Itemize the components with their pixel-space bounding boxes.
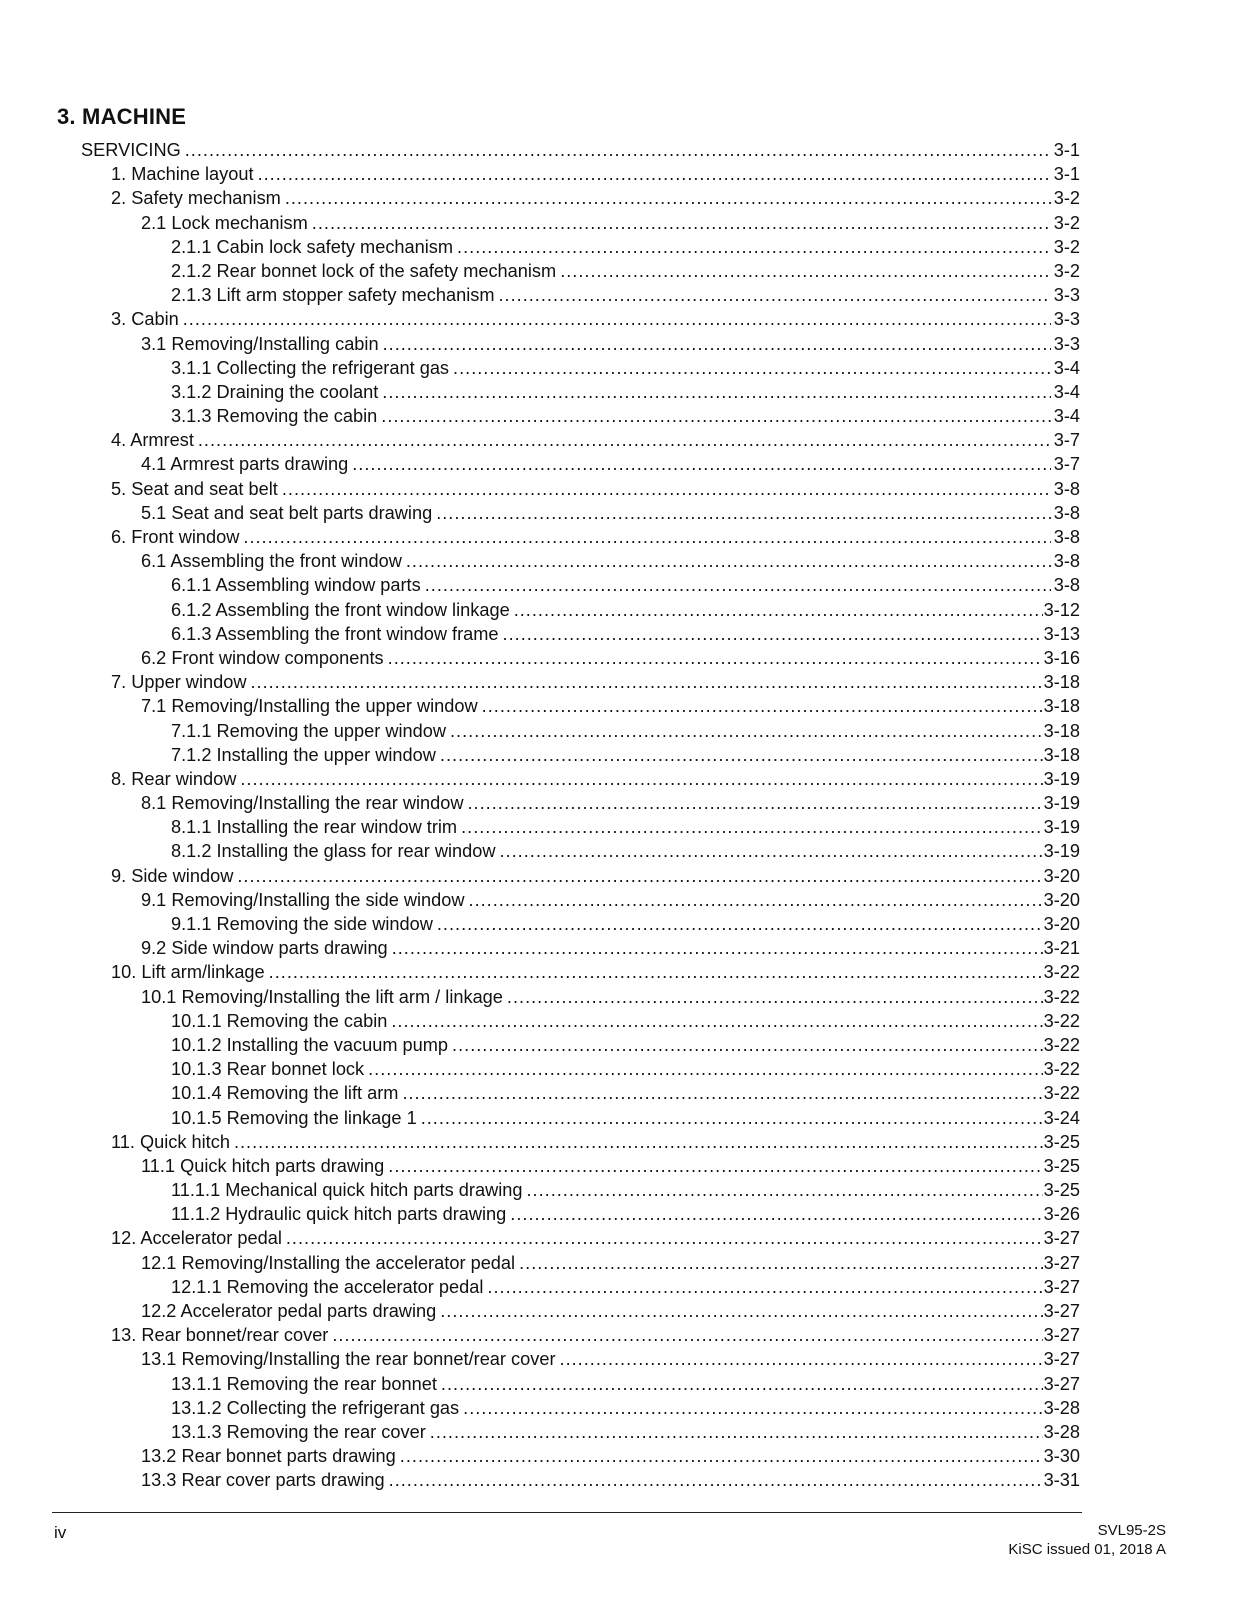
toc-dot-leader xyxy=(237,864,1042,888)
toc-entry[interactable] xyxy=(0,186,1080,210)
toc-dot-leader xyxy=(519,1251,1043,1275)
toc-entry-page: 3-8 xyxy=(1053,478,1080,499)
toc-entry[interactable] xyxy=(0,573,1080,597)
toc-dot-leader xyxy=(440,1299,1042,1323)
toc-entry-page: 3-19 xyxy=(1043,793,1080,814)
toc-entry-page: 3-3 xyxy=(1053,333,1080,354)
toc-entry[interactable] xyxy=(0,936,1080,960)
toc-dot-leader xyxy=(560,1347,1043,1371)
toc-dot-leader xyxy=(383,332,1051,356)
toc-entry-label: 6.1.1 Assembling window parts xyxy=(171,575,421,596)
toc-entry[interactable] xyxy=(0,501,1080,525)
toc-entry-label: 3.1.2 Draining the coolant xyxy=(171,381,379,402)
toc-entry[interactable] xyxy=(0,815,1080,839)
toc-dot-leader xyxy=(382,380,1051,404)
toc-entry-page: 3-22 xyxy=(1043,1059,1080,1080)
toc-entry-label: SERVICING xyxy=(81,140,181,160)
toc-entry-page: 3-28 xyxy=(1043,1421,1080,1442)
toc-dot-leader xyxy=(468,791,1043,815)
toc-entry-label: 5. Seat and seat belt xyxy=(111,478,278,499)
toc-entry-page: 3-8 xyxy=(1053,551,1080,572)
toc-dot-leader xyxy=(285,186,1051,210)
toc-entry-label: 8.1.1 Installing the rear window trim xyxy=(171,817,458,838)
toc-entry-page: 3-22 xyxy=(1043,962,1080,983)
toc-entry[interactable] xyxy=(0,767,1080,791)
toc-entry[interactable] xyxy=(0,888,1080,912)
toc-entry-page: 3-12 xyxy=(1043,599,1080,620)
toc-entry-page: 3-27 xyxy=(1043,1349,1080,1370)
toc-entry[interactable] xyxy=(0,1396,1080,1420)
table-of-contents xyxy=(0,138,1080,1493)
toc-entry-page: 3-27 xyxy=(1043,1373,1080,1394)
toc-dot-leader xyxy=(453,356,1051,380)
toc-dot-leader xyxy=(430,1420,1043,1444)
toc-entry[interactable] xyxy=(0,1081,1080,1105)
toc-dot-leader xyxy=(402,1081,1042,1105)
toc-dot-leader xyxy=(500,839,1043,863)
toc-entry-page: 3-18 xyxy=(1043,744,1080,765)
toc-entry[interactable] xyxy=(0,985,1080,1009)
toc-entry-label: 10. Lift arm/linkage xyxy=(111,962,265,983)
toc-entry[interactable] xyxy=(0,694,1080,718)
toc-entry-label: 13. Rear bonnet/rear cover xyxy=(111,1325,329,1346)
toc-entry-label: 2.1.2 Rear bonnet lock of the safety mechanism xyxy=(171,260,557,281)
toc-entry-label: 8.1.2 Installing the glass for rear window xyxy=(171,841,496,862)
toc-entry-page: 3-18 xyxy=(1043,672,1080,693)
toc-entry-label: 6. Front window xyxy=(111,527,240,547)
toc-entry-page: 3-1 xyxy=(1053,164,1080,185)
toc-dot-leader xyxy=(514,598,1043,622)
toc-dot-leader xyxy=(352,452,1051,476)
toc-entry-label: 11.1 Quick hitch parts drawing xyxy=(141,1155,385,1176)
toc-entry[interactable] xyxy=(0,1057,1080,1081)
toc-entry-page: 3-1 xyxy=(1053,140,1080,160)
toc-entry-page: 3-7 xyxy=(1053,454,1080,475)
toc-entry[interactable] xyxy=(0,1468,1080,1492)
toc-dot-leader xyxy=(425,573,1051,597)
toc-entry-page: 3-26 xyxy=(1043,1204,1080,1225)
toc-entry-label: 9.1 Removing/Installing the side window xyxy=(141,889,465,910)
toc-dot-leader xyxy=(406,549,1051,573)
toc-entry-page: 3-3 xyxy=(1053,285,1080,306)
toc-entry-page: 3-18 xyxy=(1043,720,1080,741)
toc-entry[interactable] xyxy=(0,1444,1080,1468)
toc-entry-label: 10.1.3 Rear bonnet lock xyxy=(171,1059,365,1080)
toc-entry[interactable] xyxy=(0,719,1080,743)
toc-entry-label: 3.1 Removing/Installing cabin xyxy=(141,333,379,354)
toc-entry-page: 3-25 xyxy=(1043,1131,1080,1152)
toc-entry[interactable] xyxy=(0,404,1080,428)
toc-dot-leader xyxy=(440,743,1043,767)
toc-dot-leader xyxy=(185,138,1051,162)
toc-dot-leader xyxy=(437,912,1043,936)
toc-entry[interactable] xyxy=(0,1106,1080,1130)
toc-entry-page: 3-19 xyxy=(1043,768,1080,789)
footer-divider xyxy=(52,1512,1082,1513)
toc-entry[interactable] xyxy=(0,912,1080,936)
toc-entry-label: 10.1.4 Removing the lift arm xyxy=(171,1083,399,1104)
toc-entry[interactable] xyxy=(0,477,1080,501)
toc-dot-leader xyxy=(388,1154,1042,1178)
footer-document-info xyxy=(1008,1521,1166,1559)
toc-entry[interactable] xyxy=(0,380,1080,404)
toc-entry-page: 3-22 xyxy=(1043,1034,1080,1055)
toc-entry-page: 3-28 xyxy=(1043,1397,1080,1418)
toc-dot-leader xyxy=(368,1057,1042,1081)
toc-entry-label: 13.1 Removing/Installing the rear bonnet/rear cover xyxy=(141,1349,556,1370)
toc-entry-label: 12.1 Removing/Installing the accelerator pedal xyxy=(141,1252,516,1273)
toc-entry-page: 3-4 xyxy=(1053,406,1080,427)
toc-entry-page: 3-27 xyxy=(1043,1252,1080,1273)
toc-dot-leader xyxy=(450,719,1043,743)
toc-entry[interactable] xyxy=(0,162,1080,186)
toc-entry[interactable] xyxy=(0,138,1080,162)
footer-issue: KiSC issued 01, 2018 A xyxy=(1008,1541,1166,1558)
toc-dot-leader xyxy=(560,259,1051,283)
toc-entry[interactable] xyxy=(0,549,1080,573)
toc-entry[interactable] xyxy=(0,1178,1080,1202)
toc-entry[interactable] xyxy=(0,1130,1080,1154)
toc-entry-label: 2.1.1 Cabin lock safety mechanism xyxy=(171,236,454,257)
toc-entry-label: 4. Armrest xyxy=(111,430,194,451)
toc-entry[interactable] xyxy=(0,259,1080,283)
toc-dot-leader xyxy=(526,1178,1042,1202)
toc-entry[interactable] xyxy=(0,1154,1080,1178)
toc-dot-leader xyxy=(510,1202,1042,1226)
toc-entry-label: 2. Safety mechanism xyxy=(111,188,281,209)
toc-entry-label: 12.2 Accelerator pedal parts drawing xyxy=(141,1301,437,1321)
toc-entry-label: 3. Cabin xyxy=(111,309,179,330)
toc-entry-page: 3-24 xyxy=(1043,1107,1080,1128)
toc-dot-leader xyxy=(503,622,1043,646)
toc-entry-label: 9.1.1 Removing the side window xyxy=(171,914,433,934)
toc-dot-leader xyxy=(269,960,1043,984)
toc-entry-label: 9. Side window xyxy=(111,865,234,886)
toc-dot-leader xyxy=(243,525,1051,549)
toc-dot-leader xyxy=(282,477,1051,501)
toc-dot-leader xyxy=(391,1009,1042,1033)
toc-dot-leader xyxy=(183,307,1051,331)
toc-entry-page: 3-20 xyxy=(1043,914,1080,934)
toc-entry-label: 10.1.2 Installing the vacuum pump xyxy=(171,1034,449,1055)
toc-dot-leader xyxy=(234,1130,1043,1154)
toc-dot-leader xyxy=(452,1033,1043,1057)
toc-dot-leader xyxy=(461,815,1043,839)
toc-entry-page: 3-27 xyxy=(1043,1325,1080,1346)
toc-dot-leader xyxy=(507,985,1043,1009)
toc-entry-label: 7.1.2 Installing the upper window xyxy=(171,744,436,765)
toc-entry-page: 3-13 xyxy=(1043,623,1080,644)
toc-entry-label: 5.1 Seat and seat belt parts drawing xyxy=(141,502,433,523)
toc-entry[interactable] xyxy=(0,839,1080,863)
toc-entry[interactable] xyxy=(0,791,1080,815)
toc-entry-page: 3-20 xyxy=(1043,865,1080,886)
toc-entry-page: 3-2 xyxy=(1053,188,1080,209)
toc-entry-label: 13.1.3 Removing the rear cover xyxy=(171,1421,426,1442)
toc-entry[interactable] xyxy=(0,1009,1080,1033)
toc-entry-label: 6.1.2 Assembling the front window linkage xyxy=(171,599,510,620)
toc-dot-leader xyxy=(312,211,1051,235)
toc-dot-leader xyxy=(441,1372,1043,1396)
toc-entry-page: 3-22 xyxy=(1043,1083,1080,1104)
toc-entry-label: 4.1 Armrest parts drawing xyxy=(141,454,349,475)
toc-entry-page: 3-22 xyxy=(1043,986,1080,1007)
toc-entry-page: 3-27 xyxy=(1043,1276,1080,1297)
toc-entry-label: 3.1.3 Removing the cabin xyxy=(171,406,378,427)
toc-entry-page: 3-27 xyxy=(1043,1301,1080,1321)
toc-entry-label: 10.1 Removing/Installing the lift arm / linkage xyxy=(141,986,503,1007)
toc-entry[interactable] xyxy=(0,1275,1080,1299)
toc-dot-leader xyxy=(436,501,1051,525)
toc-entry-label: 10.1.1 Removing the cabin xyxy=(171,1010,388,1031)
toc-entry-label: 3.1.1 Collecting the refrigerant gas xyxy=(171,357,450,378)
toc-entry[interactable] xyxy=(0,1299,1080,1323)
toc-entry-page: 3-22 xyxy=(1043,1010,1080,1031)
toc-dot-leader xyxy=(482,694,1043,718)
toc-entry-label: 8. Rear window xyxy=(111,768,237,789)
toc-entry-page: 3-16 xyxy=(1043,647,1080,668)
toc-entry-label: 11.1.2 Hydraulic quick hitch parts drawing xyxy=(171,1204,507,1225)
toc-dot-leader xyxy=(392,936,1043,960)
toc-entry-label: 13.1.1 Removing the rear bonnet xyxy=(171,1373,437,1394)
toc-entry-page: 3-2 xyxy=(1053,212,1080,233)
toc-entry-label: 9.2 Side window parts drawing xyxy=(141,938,388,959)
toc-entry-label: 7.1.1 Removing the upper window xyxy=(171,720,446,741)
toc-entry[interactable] xyxy=(0,1420,1080,1444)
toc-dot-leader xyxy=(258,162,1051,186)
toc-entry[interactable] xyxy=(0,1202,1080,1226)
toc-entry[interactable] xyxy=(0,428,1080,452)
toc-entry-label: 1. Machine layout xyxy=(111,164,254,185)
toc-entry-page: 3-8 xyxy=(1053,527,1080,547)
toc-entry-label: 6.1 Assembling the front window xyxy=(141,551,402,572)
toc-dot-leader xyxy=(457,235,1051,259)
toc-entry-page: 3-25 xyxy=(1043,1155,1080,1176)
toc-entry-page: 3-27 xyxy=(1043,1228,1080,1249)
toc-dot-leader xyxy=(388,646,1043,670)
toc-entry[interactable] xyxy=(0,670,1080,694)
toc-entry-label: 13.2 Rear bonnet parts drawing xyxy=(141,1446,396,1467)
toc-entry-page: 3-2 xyxy=(1053,236,1080,257)
toc-entry[interactable] xyxy=(0,864,1080,888)
toc-entry-label: 7.1 Removing/Installing the upper window xyxy=(141,696,478,717)
toc-entry[interactable] xyxy=(0,332,1080,356)
toc-entry-page: 3-21 xyxy=(1043,938,1080,959)
toc-dot-leader xyxy=(332,1323,1042,1347)
toc-entry-page: 3-3 xyxy=(1053,309,1080,330)
toc-dot-leader xyxy=(469,888,1043,912)
toc-entry-page: 3-2 xyxy=(1053,260,1080,281)
toc-entry[interactable] xyxy=(0,598,1080,622)
toc-entry[interactable] xyxy=(0,1226,1080,1250)
toc-entry-page: 3-7 xyxy=(1053,430,1080,451)
footer-model: SVL95-2S xyxy=(1097,1522,1166,1539)
toc-entry-label: 6.2 Front window components xyxy=(141,647,384,668)
toc-entry-label: 12. Accelerator pedal xyxy=(111,1228,282,1249)
toc-entry-page: 3-8 xyxy=(1053,502,1080,523)
toc-entry[interactable] xyxy=(0,622,1080,646)
toc-entry-label: 6.1.3 Assembling the front window frame xyxy=(171,623,499,644)
toc-entry-label: 12.1.1 Removing the accelerator pedal xyxy=(171,1276,484,1297)
toc-entry-page: 3-30 xyxy=(1043,1446,1080,1467)
toc-entry-label: 8.1 Removing/Installing the rear window xyxy=(141,793,464,814)
toc-entry-page: 3-19 xyxy=(1043,817,1080,838)
toc-entry[interactable] xyxy=(0,1251,1080,1275)
toc-entry-label: 2.1 Lock mechanism xyxy=(141,212,308,233)
toc-entry-page: 3-18 xyxy=(1043,696,1080,717)
toc-entry-label: 11. Quick hitch xyxy=(111,1131,230,1152)
toc-entry[interactable] xyxy=(0,960,1080,984)
toc-dot-leader xyxy=(498,283,1051,307)
toc-entry-page: 3-8 xyxy=(1053,575,1080,596)
toc-entry[interactable] xyxy=(0,283,1080,307)
toc-entry-label: 7. Upper window xyxy=(111,672,247,693)
toc-entry-page: 3-4 xyxy=(1053,357,1080,378)
toc-entry[interactable] xyxy=(0,1372,1080,1396)
toc-entry-page: 3-25 xyxy=(1043,1180,1080,1201)
toc-entry-page: 3-20 xyxy=(1043,889,1080,910)
toc-entry-page: 3-31 xyxy=(1043,1470,1080,1491)
toc-entry-label: 10.1.5 Removing the linkage 1 xyxy=(171,1107,417,1128)
toc-entry[interactable] xyxy=(0,743,1080,767)
toc-entry-label: 11.1.1 Mechanical quick hitch parts drawing xyxy=(171,1180,523,1201)
toc-entry[interactable] xyxy=(0,525,1080,549)
toc-dot-leader xyxy=(421,1106,1043,1130)
toc-dot-leader xyxy=(400,1444,1043,1468)
toc-entry[interactable] xyxy=(0,211,1080,235)
chapter-title: 3. MACHINE xyxy=(57,104,187,129)
toc-dot-leader xyxy=(286,1226,1043,1250)
toc-entry[interactable] xyxy=(0,1033,1080,1057)
toc-entry-label: 13.1.2 Collecting the refrigerant gas xyxy=(171,1397,460,1418)
toc-entry[interactable] xyxy=(0,307,1080,331)
footer-page-number: iv xyxy=(54,1523,67,1542)
toc-entry[interactable] xyxy=(0,1323,1080,1347)
toc-entry-label: 2.1.3 Lift arm stopper safety mechanism xyxy=(171,285,495,306)
toc-dot-leader xyxy=(240,767,1042,791)
toc-entry-page: 3-19 xyxy=(1043,841,1080,862)
toc-dot-leader xyxy=(487,1275,1042,1299)
toc-entry[interactable] xyxy=(0,646,1080,670)
toc-entry-label: 13.3 Rear cover parts drawing xyxy=(141,1470,385,1491)
toc-dot-leader xyxy=(463,1396,1042,1420)
toc-entry[interactable] xyxy=(0,235,1080,259)
toc-entry[interactable] xyxy=(0,356,1080,380)
toc-entry[interactable] xyxy=(0,1347,1080,1371)
toc-entry[interactable] xyxy=(0,452,1080,476)
toc-dot-leader xyxy=(389,1468,1043,1492)
toc-dot-leader xyxy=(381,404,1051,428)
toc-dot-leader xyxy=(198,428,1051,452)
toc-entry-page: 3-4 xyxy=(1053,381,1080,402)
toc-dot-leader xyxy=(250,670,1042,694)
